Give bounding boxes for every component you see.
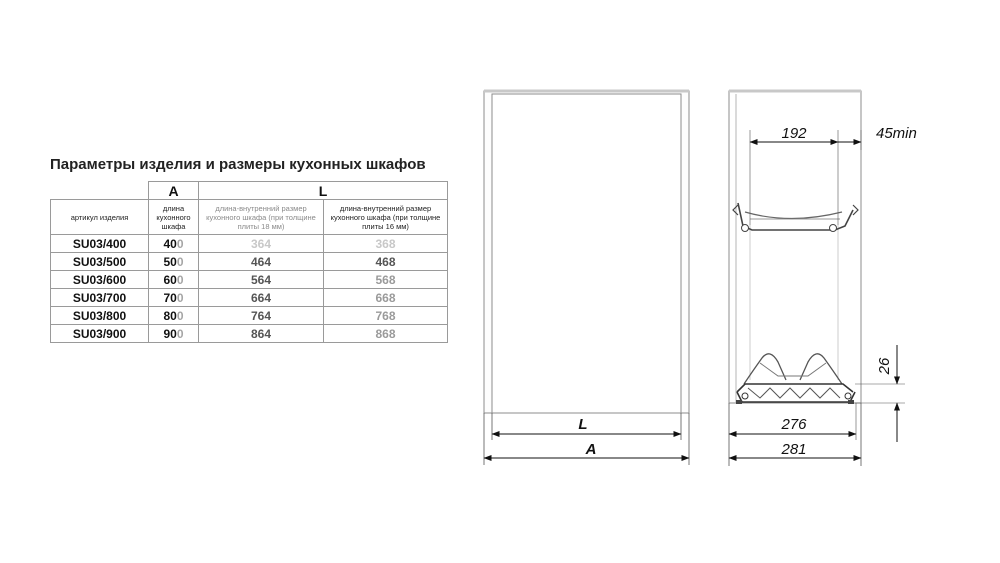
l16-value: 368	[324, 235, 448, 253]
cabinet-inner-outline	[492, 94, 681, 413]
dimension-45min-label: 45min	[876, 125, 917, 142]
front-view	[484, 91, 689, 465]
article-code: SU03/700	[51, 289, 149, 307]
l16-value: 568	[324, 271, 448, 289]
a-value: 600	[149, 271, 199, 289]
l16-value: 768	[324, 307, 448, 325]
header-l: L	[199, 182, 448, 200]
article-code: SU03/900	[51, 325, 149, 343]
side-view	[729, 91, 917, 466]
a-value: 900	[149, 325, 199, 343]
l18-value: 864	[199, 325, 324, 343]
a-value: 700	[149, 289, 199, 307]
article-code: SU03/500	[51, 253, 149, 271]
col-l18-label: длина-внутренний размер кухонного шкафа (при толщине плиты 18 мм)	[199, 200, 324, 235]
article-code: SU03/600	[51, 271, 149, 289]
l18-value: 464	[199, 253, 324, 271]
l18-value: 364	[199, 235, 324, 253]
l18-value: 764	[199, 307, 324, 325]
col-article-label: артикул изделия	[51, 200, 149, 235]
dimension-a-label: A	[585, 441, 597, 458]
page-title: Параметры изделия и размеры кухонных шкафов	[50, 156, 426, 173]
l18-value: 564	[199, 271, 324, 289]
dimension-192-label: 192	[781, 125, 807, 142]
article-code: SU03/800	[51, 307, 149, 325]
a-value: 800	[149, 307, 199, 325]
col-a-label: длина кухонного шкафа	[149, 200, 199, 235]
col-l16-label: длина-внутренний размер кухонного шкафа (при толщине плиты 16 мм)	[324, 200, 448, 235]
dimension-l-label: L	[578, 416, 588, 433]
a-value: 400	[149, 235, 199, 253]
l16-value: 468	[324, 253, 448, 271]
l16-value: 668	[324, 289, 448, 307]
dimension-276-label: 276	[781, 416, 807, 433]
article-code: SU03/400	[51, 235, 149, 253]
header-a: A	[149, 182, 199, 200]
dimension-281-label: 281	[781, 441, 807, 458]
a-value: 500	[149, 253, 199, 271]
dimension-26-label: 26	[876, 357, 893, 375]
l18-value: 664	[199, 289, 324, 307]
l16-value: 868	[324, 325, 448, 343]
